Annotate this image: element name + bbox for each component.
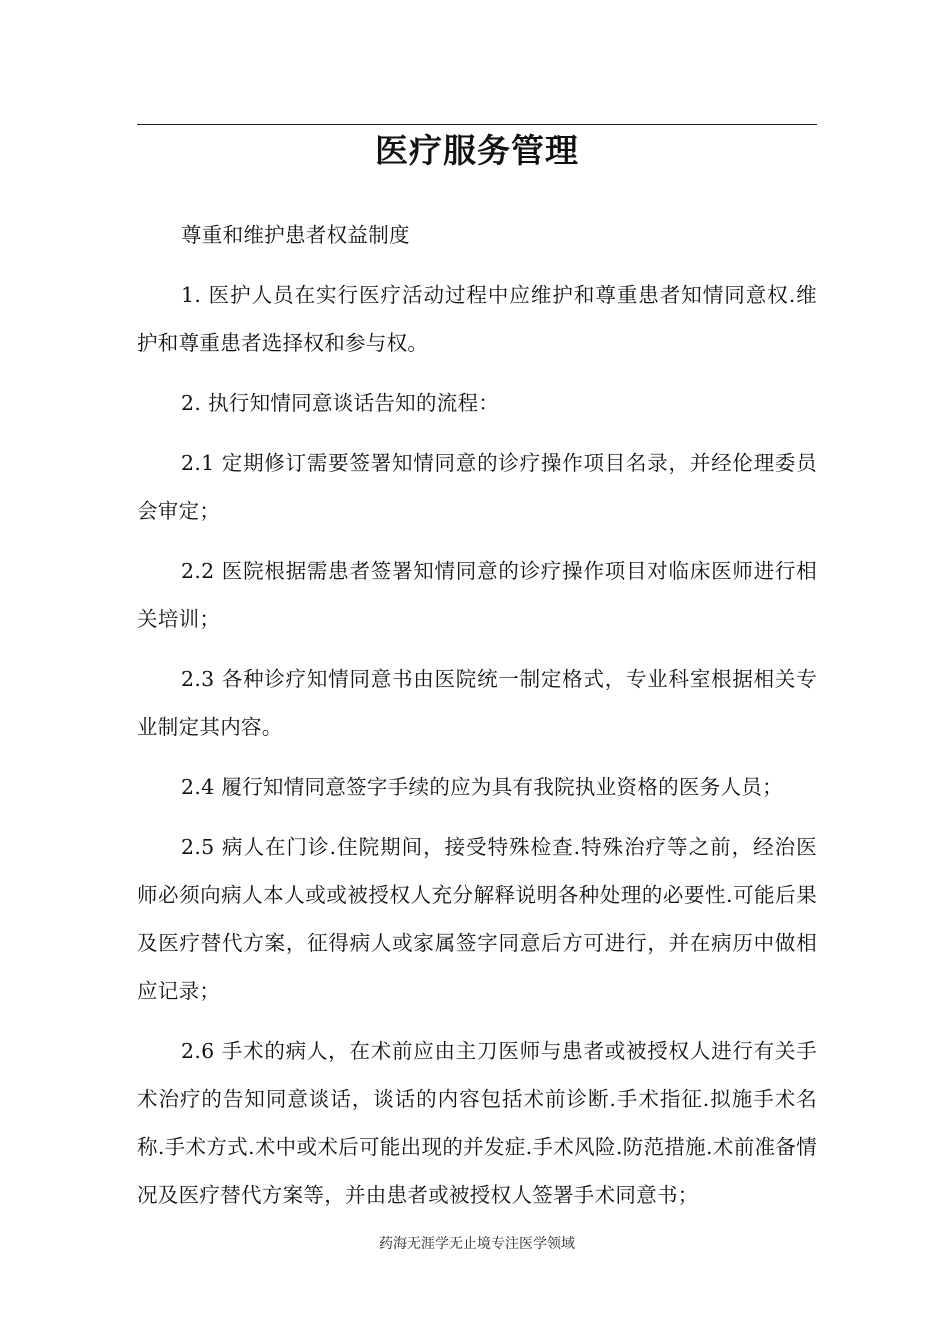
page-title: 医疗服务管理	[375, 131, 579, 170]
section-heading: 尊重和维护患者权益制度	[181, 223, 410, 247]
header-rule	[137, 124, 817, 125]
paragraph-item-2-6: 2.6 手术的病人，在术前应由主刀医师与患者或被授权人进行有关手术治疗的告知同意谈话，谈话的内容包括术前诊断.手术指征.拟施手术名称.手术方式.术中或术后可能出现的并发症.手术风险.防范措施.术前准备情况及医疗替代方案等，并由患者或被授权人签署手术同意书；	[137, 1039, 817, 1207]
paragraph-item-2-4: 2.4 履行知情同意签字手续的应为具有我院执业资格的医务人员；	[181, 775, 783, 799]
paragraph-item-2-1: 2.1 定期修订需要签署知情同意的诊疗操作项目名录，并经伦理委员会审定；	[137, 451, 817, 523]
document-body	[137, 211, 817, 1231]
paragraph-item-2-3: 2.3 各种诊疗知情同意书由医院统一制定格式，专业科室根据相关专业制定其内容。	[137, 667, 817, 739]
paragraph-item-2-2: 2.2 医院根据需患者签署知情同意的诊疗操作项目对临床医师进行相关培训；	[137, 559, 817, 631]
paragraph-item-2-5: 2.5 病人在门诊.住院期间，接受特殊检查.特殊治疗等之前，经治医师必须向病人本人或或被授权人充分解释说明各种处理的必要性.可能后果及医疗替代方案，征得病人或家属签字同意后方可进行，并在病历中做相应记录；	[137, 835, 817, 1003]
paragraph-item-2: 2. 执行知情同意谈话告知的流程：	[181, 391, 500, 415]
paragraph-item-1: 1. 医护人员在实行医疗活动过程中应维护和尊重患者知情同意权.维护和尊重患者选择权和参与权。	[137, 283, 817, 355]
page-footer: 药海无涯学无止境专注医学领域	[379, 1236, 575, 1252]
